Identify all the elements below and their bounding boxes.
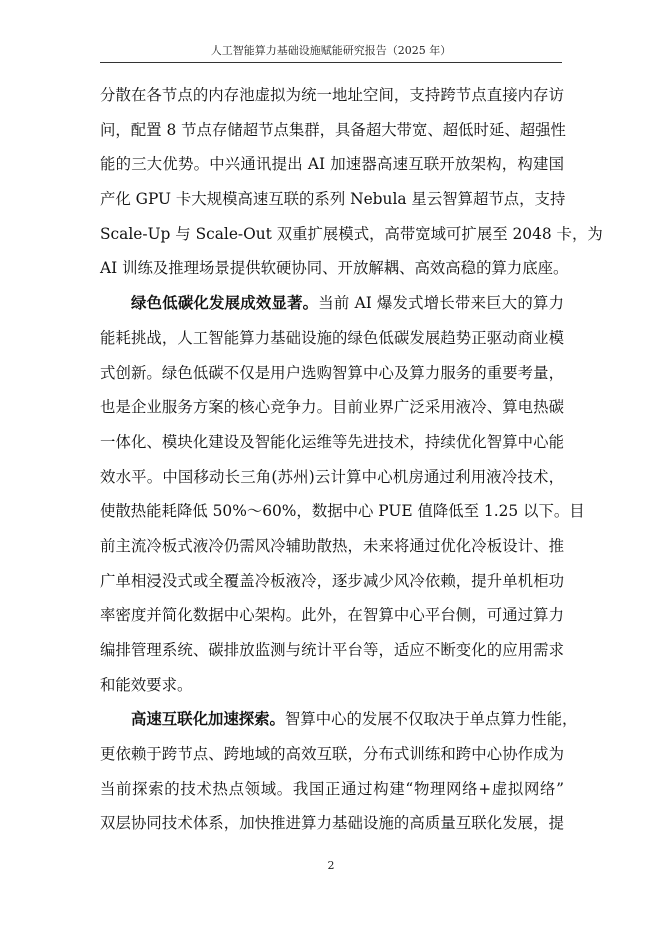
paragraph-memory-pool (100, 78, 603, 286)
text-line: Scale-Up 与 Scale-Out 双重扩展模式，高带宽域可扩展至 2048 卡，为 (100, 224, 603, 243)
text-line: 式创新。绿色低碳不仅是用户选购智算中心及算力服务的重要考量， (100, 363, 564, 382)
text-line (100, 286, 564, 321)
page-number: 2 (327, 859, 335, 872)
text-line: 编排管理系统、碳排放监测与统计平台等，适应不断变化的应用需求 (100, 641, 564, 659)
text-line: 使散热能耗降低 50%～60%，数据中心 PUE 值降低至 1.25 以下。目 (100, 502, 585, 521)
header-divider (100, 62, 562, 63)
text-line: 能的三大优势。中兴通讯提出 AI 加速器高速互联开放架构，构建国 (100, 155, 564, 174)
text-line: 效水平。中国移动长三角(苏州)云计算中心机房通过利用液冷技术， (100, 467, 564, 486)
text-line (100, 702, 578, 737)
paragraph-heading: 绿色低碳化发展成效显著。 (131, 294, 319, 313)
text-line: 产化 GPU 卡大规模高速互联的系列 Nebula 星云智算超节点，支持 (100, 190, 566, 209)
paragraph-green-low-carbon (100, 286, 585, 702)
running-header: 人工智能算力基础设施赋能研究报告（2025 年） (210, 44, 452, 57)
text-line: 率密度并简化数据中心架构。此外，在智算中心平台侧，可通过算力 (100, 606, 564, 625)
text-line: 当前探索的技术热点领域。我国正通过构建“物理网络+虚拟网络” (100, 779, 564, 798)
text-line: 问，配置 8 节点存储超节点集群，具备超大带宽、超低时延、超强性 (100, 120, 566, 139)
text-line: 一体化、模块化建设及智能化运维等先进技术，持续优化智算中心能 (100, 432, 564, 451)
paragraph-heading: 高速互联化加速探索。 (131, 710, 285, 729)
text-line: 双层协同技术体系，加快推进算力基础设施的高质量互联化发展，提 (100, 814, 564, 833)
text-line: 更依赖于跨节点、跨地域的高效互联，分布式训练和跨中心协作成为 (100, 745, 564, 764)
text-run: 当前 AI 爆发式增长带来巨大的算力 (318, 294, 564, 313)
text-line: 和能效要求。 (100, 675, 193, 694)
text-line: AI 训练及推理场景提供软硬协同、开放解耦、高效高稳的算力底座。 (100, 259, 569, 278)
text-line: 能耗挑战，人工智能算力基础设施的绿色低碳发展趋势正驱动商业模 (100, 328, 564, 347)
text-line: 分散在各节点的内存池虚拟为统一地址空间，支持跨节点直接内存访 (100, 86, 564, 104)
text-line: 广单相浸没式或全覆盖冷板液冷，逐步减少风冷依赖，提升单机柜功 (100, 571, 564, 590)
paragraph-high-speed-interconnect (100, 702, 578, 841)
text-line: 也是企业服务方案的核心竞争力。目前业界广泛采用液冷、算电热碳 (100, 398, 564, 417)
body-text (100, 78, 603, 841)
text-line: 前主流冷板式液冷仍需风冷辅助散热，未来将通过优化冷板设计、推 (100, 536, 564, 555)
text-run: 智算中心的发展不仅取决于单点算力性能， (284, 710, 578, 729)
